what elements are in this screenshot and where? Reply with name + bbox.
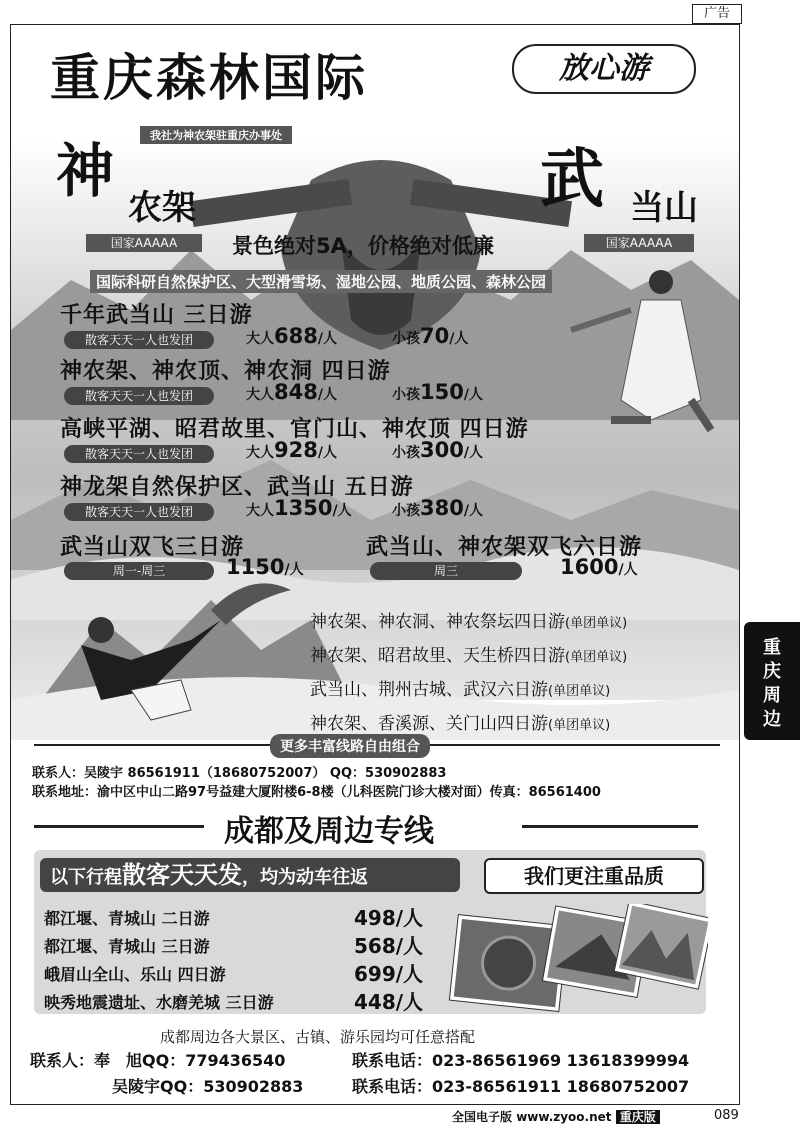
chengdu-banner: 以下行程散客天天发，均为动车往返	[40, 858, 460, 892]
dest-left-big: 神	[56, 137, 115, 205]
child-price: 小孩150/人	[392, 380, 483, 404]
tour-tag: 散客天天一人也发团	[64, 445, 214, 463]
tour-name: 千年武当山 三日游	[60, 303, 253, 328]
tour-tag: 散客天天一人也发团	[64, 387, 214, 405]
chengdu-price: 699/人	[354, 962, 424, 986]
tour-tag: 散客天天一人也发团	[64, 503, 214, 521]
flight-day: 周一-周三	[64, 562, 214, 580]
dest-right-big: 武	[540, 143, 604, 217]
chengdu-price: 448/人	[354, 990, 424, 1014]
tour-name: 神龙架自然保护区、武当山 五日游	[60, 475, 414, 500]
divider	[34, 825, 204, 828]
contact-line: 联系人：吴陵宇 86561911（18680752007） QQ：530902883	[32, 766, 447, 781]
combo-label: 更多丰富线路自由组合	[270, 734, 430, 758]
tour-name: 神农架、神农顶、神农洞 四日游	[60, 359, 391, 384]
chengdu-route: 都江堰、青城山 二日游	[44, 909, 210, 928]
feature-line: 国际科研自然保护区、大型滑雪场、湿地公园、地质公园、森林公园	[90, 270, 552, 293]
adult-price: 大人1350/人	[246, 496, 352, 520]
address-line: 联系地址：渝中区中山二路97号益建大厦附楼6-8楼（儿科医院门诊大楼对面）传真：86561400	[32, 785, 601, 800]
chengdu-note: 成都周边各大景区、古镇、游乐园均可任意搭配	[160, 1028, 476, 1046]
chengdu-route: 都江堰、青城山 三日游	[44, 937, 210, 956]
adult-price: 大人688/人	[246, 324, 337, 348]
grade-badge-right: 国家AAAAA	[584, 234, 694, 252]
chengdu-contact-person: 吴陵宇QQ：530902883	[112, 1077, 304, 1096]
tour-name: 高峡平湖、昭君故里、官门山、神农顶 四日游	[60, 417, 529, 442]
slogan: 景色绝对5A，价格绝对低廉	[232, 234, 494, 258]
quality-badge: 我们更注重品质	[484, 858, 704, 894]
brand-logo: 放心游	[512, 44, 696, 94]
flight-price: 1600/人	[560, 555, 638, 579]
child-price: 小孩380/人	[392, 496, 483, 520]
chengdu-price: 498/人	[354, 906, 424, 930]
footer-badge: 重庆版	[616, 1110, 660, 1124]
flight-tour-name: 武当山、神农架双飞六日游	[366, 535, 643, 560]
flight-tour-name: 武当山双飞三日游	[60, 535, 245, 560]
chengdu-title: 成都及周边专线	[224, 814, 434, 849]
more-route: 神农架、神农洞、神农祭坛四日游(单团单议)	[310, 612, 628, 632]
chengdu-contact-person: 联系人：奉 旭QQ：779436540	[30, 1051, 286, 1070]
flight-day: 周三	[370, 562, 522, 580]
divider	[522, 825, 698, 828]
chengdu-price: 568/人	[354, 934, 424, 958]
tour-tag: 散客天天一人也发团	[64, 331, 214, 349]
page-number: 089	[714, 1108, 739, 1123]
side-tab	[744, 622, 800, 740]
adult-price: 大人928/人	[246, 438, 337, 462]
more-route: 武当山、荆州古城、武汉六日游(单团单议)	[310, 680, 611, 700]
office-note: 我社为神农架驻重庆办事处	[140, 126, 292, 144]
more-route: 神农架、昭君故里、天生桥四日游(单团单议)	[310, 646, 628, 666]
child-price: 小孩70/人	[392, 324, 469, 348]
side-tab-char: 重	[763, 637, 781, 658]
chengdu-route: 映秀地震遗址、水磨羌城 三日游	[44, 993, 274, 1012]
side-tab-char: 庆	[763, 661, 781, 682]
side-tab-char: 边	[763, 709, 781, 730]
footer-edition: 全国电子版	[452, 1110, 513, 1124]
child-price: 小孩300/人	[392, 438, 483, 462]
adult-price: 大人848/人	[246, 380, 337, 404]
dest-left-rest: 农架	[128, 188, 196, 228]
footer	[452, 1108, 660, 1125]
grade-badge-left: 国家AAAAA	[86, 234, 202, 252]
brand-title: 重庆森林国际	[50, 49, 368, 107]
chengdu-route: 峨眉山全山、乐山 四日游	[44, 965, 226, 984]
chengdu-contact-phone: 联系电话：023-86561969 13618399994	[352, 1051, 690, 1070]
side-tab-char: 周	[763, 685, 781, 706]
footer-site: www.zyoo.net	[516, 1110, 612, 1124]
dest-right-rest: 当山	[630, 188, 698, 228]
chengdu-contact-phone: 联系电话：023-86561911 18680752007	[352, 1077, 690, 1096]
more-route: 神农架、香溪源、关门山四日游(单团单议)	[310, 714, 611, 734]
scenic-photos	[448, 904, 708, 1014]
ad-tag: 广告	[692, 4, 742, 24]
flight-price: 1150/人	[226, 555, 304, 579]
